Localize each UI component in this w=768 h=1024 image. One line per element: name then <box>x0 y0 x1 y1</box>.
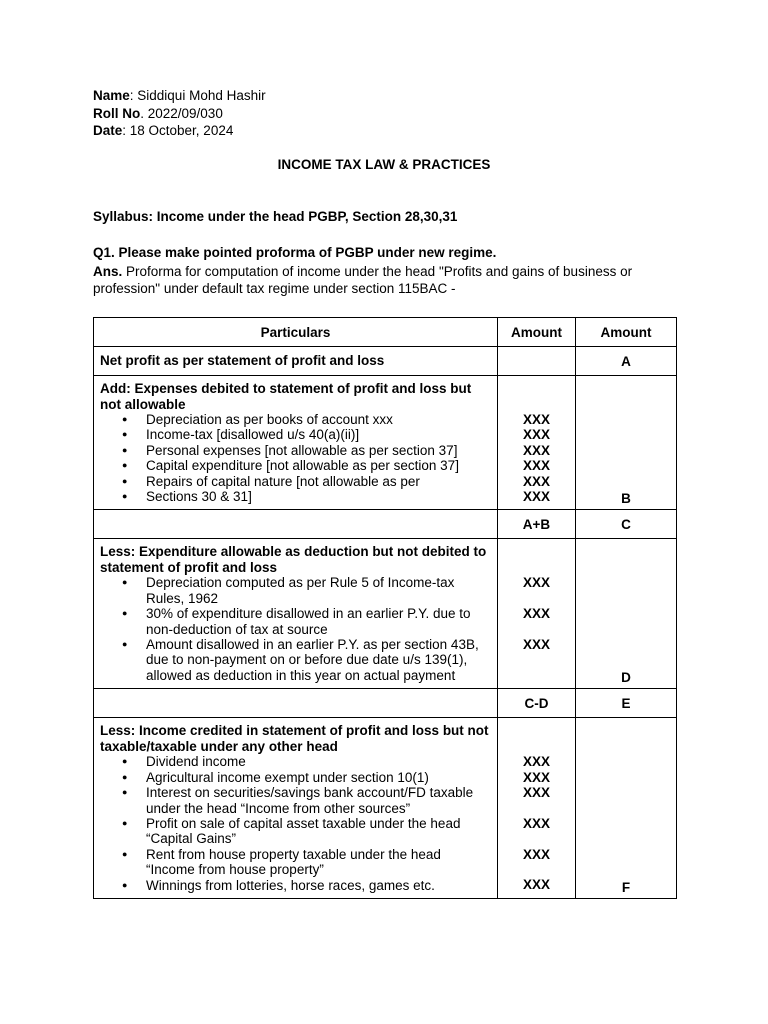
amount-value: XXX <box>522 473 550 489</box>
roll-value: . 2022/09/030 <box>140 106 223 121</box>
amount-value: XXX <box>522 785 550 801</box>
less1-total-letter: D <box>576 539 677 689</box>
sum1-label <box>94 510 498 539</box>
net-profit-amount-2: A <box>576 347 677 376</box>
roll-line <box>93 105 223 123</box>
syllabus-line: Syllabus: Income under the head PGBP, Section 28,30,31 <box>93 209 458 224</box>
amount-value: XXX <box>522 575 550 591</box>
question-line <box>93 245 496 260</box>
amount-value: XXX <box>522 427 550 443</box>
list-item: ● Rent from house property taxable under the head “Income from house property” <box>146 847 491 878</box>
answer-label: Ans. <box>93 264 123 279</box>
net-profit-label: Net profit as per statement of profit and loss <box>94 347 498 376</box>
list-item: ● Agricultural income exempt under section 10(1) <box>146 770 491 785</box>
sum1-amount-1: A+B <box>498 510 576 539</box>
amount-value: XXX <box>522 442 550 458</box>
list-item: ● Personal expenses [not allowable as per section 37] <box>146 443 491 458</box>
less2-amounts-cell <box>498 718 576 899</box>
amount-value: XXX <box>522 412 550 427</box>
add-expenses-row <box>94 376 677 510</box>
list-item: ● Interest on securities/savings bank account/FD taxable under the head “Income from other sources” <box>146 785 491 816</box>
table-header-row <box>94 318 677 347</box>
less1-amounts-cell <box>498 539 576 689</box>
add-amounts-cell <box>498 376 576 510</box>
less-income-cell <box>94 718 498 899</box>
add-expenses-cell <box>94 376 498 510</box>
header-amount-2: Amount <box>576 318 677 347</box>
list-item: ● Capital expenditure [not allowable as per section 37] <box>146 458 491 473</box>
list-item: ● Depreciation as per books of account xxx <box>146 412 491 427</box>
list-item: ● Sections 30 & 31] <box>146 489 491 504</box>
amount-value: XXX <box>522 877 550 893</box>
date-value: : 18 October, 2024 <box>122 123 234 138</box>
list-item: ● Amount disallowed in an earlier P.Y. as per section 43B, due to non-payment on or before due date u/s 139(1), allowed as deduction in this year on actual payment <box>146 637 491 683</box>
net-profit-row <box>94 347 677 376</box>
sum1-row <box>94 510 677 539</box>
less-expenditure-cell <box>94 539 498 689</box>
net-profit-amount-1 <box>498 347 576 376</box>
amount-value: XXX <box>522 769 550 785</box>
sum2-amount-1: C-D <box>498 689 576 718</box>
list-item: ● 30% of expenditure disallowed in an earlier P.Y. due to non-deduction of tax at source <box>146 606 491 637</box>
less2-heading: Less: Income credited in statement of profit and loss but not taxable/taxable under any other head <box>100 723 489 754</box>
add-list <box>100 412 491 504</box>
name-value: : Siddiqui Mohd Hashir <box>129 88 266 103</box>
roll-label: Roll No <box>93 106 141 121</box>
less-expenditure-row <box>94 539 677 689</box>
amount-value: XXX <box>522 458 550 474</box>
amount-value: XXX <box>522 489 550 505</box>
sum1-amount-2: C <box>576 510 677 539</box>
list-item: ● Income-tax [disallowed u/s 40(a)(ii)] <box>146 427 491 442</box>
list-item: ● Depreciation computed as per Rule 5 of Income-tax Rules, 1962 <box>146 575 491 606</box>
document-title: INCOME TAX LAW & PRACTICES <box>277 157 491 172</box>
sum2-amount-2: E <box>576 689 677 718</box>
answer-paragraph <box>93 263 683 297</box>
add-total-letter: B <box>576 376 677 510</box>
list-item: ● Profit on sale of capital asset taxable under the head “Capital Gains” <box>146 816 491 847</box>
question-label: Q1 <box>93 245 112 260</box>
amount-value: XXX <box>522 606 550 622</box>
header-amount-1: Amount <box>498 318 576 347</box>
name-label: Name <box>93 88 130 103</box>
date-label: Date <box>93 123 123 138</box>
less1-heading: Less: Expenditure allowable as deduction but not debited to statement of profit and loss <box>100 544 487 575</box>
list-item: ● Dividend income <box>146 754 491 769</box>
list-item: ● Winnings from lotteries, horse races, games etc. <box>146 878 491 893</box>
sum2-label <box>94 689 498 718</box>
less2-total-letter: F <box>576 718 677 899</box>
question-text: . Please make pointed proforma of PGBP under new regime. <box>111 245 497 260</box>
amount-value: XXX <box>522 815 550 831</box>
amount-value: XXX <box>522 637 550 653</box>
amount-value: XXX <box>522 846 550 862</box>
pgbp-proforma-table <box>93 317 677 899</box>
sum2-row <box>94 689 677 718</box>
header-particulars: Particulars <box>94 318 498 347</box>
amount-value: XXX <box>522 754 550 770</box>
date-line <box>93 122 233 140</box>
add-heading: Add: Expenses debited to statement of profit and loss but not allowable <box>100 381 472 412</box>
answer-text: Proforma for computation of income under the head "Profits and gains of business or profession" under default tax regime under section 115BAC - <box>93 264 633 296</box>
less1-list <box>100 575 491 683</box>
list-item: ● Repairs of capital nature [not allowable as per <box>146 474 491 489</box>
less2-list <box>100 754 491 893</box>
less-income-row <box>94 718 677 899</box>
name-line <box>93 87 266 105</box>
